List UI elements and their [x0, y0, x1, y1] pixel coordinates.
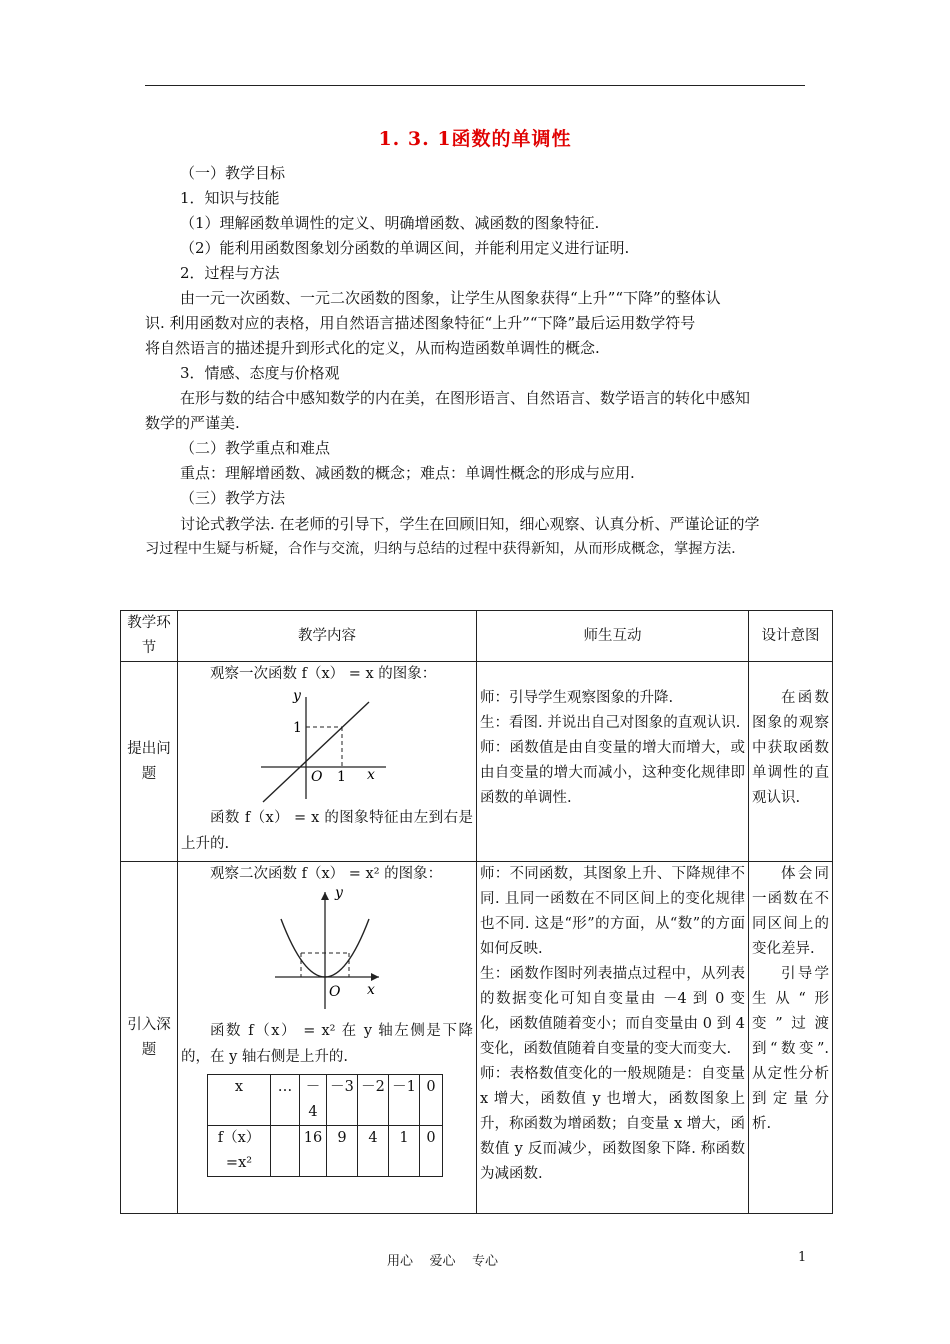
intent-cell-2 [749, 862, 833, 1214]
quadratic-intro-text: 观察二次函数 f（x） = x² 的图象： [210, 866, 443, 882]
linear-intro-text: 观察一次函数 f（x） = x 的图象： [210, 666, 437, 682]
interaction-cell-2 [477, 862, 749, 1214]
header-interaction: 师生互动 [477, 611, 749, 662]
header-intent: 设计意图 [749, 611, 833, 662]
interaction-1-teacher: 师：引导学生观察图象的升降. [480, 690, 674, 706]
lesson-table [120, 610, 833, 1214]
values-x-cell: … [271, 1075, 300, 1126]
page-number: 1 [798, 1250, 807, 1265]
x-axis-label: x [367, 767, 375, 783]
page-title: 1. 3. 1函数的单调性 [378, 128, 572, 150]
values-f-cell: 1 [389, 1126, 420, 1177]
process-line-3: 将自然语言的描述提升到形式化的定义，从而构造函数单调性的概念. [145, 339, 600, 357]
process-heading: 2．过程与方法 [180, 264, 280, 282]
values-table [207, 1074, 443, 1177]
knowledge-item-1: （1）理解函数单调性的定义、明确增函数、减函数的图象特征. [180, 214, 600, 232]
origin-label: O [329, 984, 341, 1000]
header-content: 教学内容 [178, 611, 477, 662]
values-f-cell: 0 [420, 1126, 443, 1177]
values-f-cell: 9 [327, 1126, 358, 1177]
knowledge-item-2: （2）能利用函数图象划分函数的单调区间，并能利用定义进行证明. [180, 239, 630, 257]
knowledge-heading: 1．知识与技能 [180, 189, 280, 207]
header-stage: 教学环节 [121, 611, 178, 662]
quadratic-function-graph [267, 887, 387, 1012]
interaction-2-teacher: 师：不同函数，其图象上升、下降规律不同. 且同一函数在不同区间上的变化规律也不同. 这是“形”的方面，从“数”的方面如何反映. [480, 866, 745, 957]
values-row-f [208, 1126, 443, 1177]
values-x-label: x [208, 1075, 271, 1126]
y-axis-label: y [335, 887, 343, 901]
values-x-cell: －2 [358, 1075, 389, 1126]
quadratic-conclusion: 函数 f（x） = x² 在 y 轴左侧是下降的，在 y 轴右侧是上升的. [181, 1023, 473, 1065]
keypoints-heading: （二）教学重点和难点 [180, 439, 331, 457]
values-f-cell [271, 1126, 300, 1177]
process-line-2: 识. 利用函数对应的表格，用自然语言描述图象特征“上升”“下降”最后运用数学符号 [145, 314, 696, 332]
emotion-heading: 3．情感、态度与价格观 [180, 364, 340, 382]
values-row-x [208, 1075, 443, 1126]
goals-heading: （一）教学目标 [180, 164, 286, 182]
values-f-cell: 16 [300, 1126, 327, 1177]
values-x-cell: －3 [327, 1075, 358, 1126]
interaction-1-teacher-2: 师：函数值是由自变量的增大而增大，或由自变量的增大而减小，这种变化规律即函数的单调性. [480, 740, 745, 806]
linear-conclusion: 函数 f（x） = x 的图象特征由左到右是上升的. [181, 810, 473, 852]
values-x-cell: －4 [300, 1075, 327, 1126]
x-axis-arrow [371, 973, 379, 981]
content-cell-2 [178, 862, 477, 1214]
table-header-row [121, 611, 833, 662]
emotion-line-2: 数学的严谨美. [145, 414, 240, 432]
x-tick-one: 1 [337, 769, 346, 785]
interaction-cell-1 [477, 662, 749, 862]
stage-cell-2: 引入深题 [121, 862, 178, 1214]
method-heading: （三）教学方法 [180, 489, 286, 507]
y-tick-one: 1 [293, 720, 302, 736]
linear-function-graph [241, 687, 421, 805]
stage-cell-1: 提出问题 [121, 662, 178, 862]
intent-cell-1: 在函数图象的观察中获取函数单调性的直观认识. [749, 662, 833, 862]
method-line-2: 习过程中生疑与析疑，合作与交流，归纳与总结的过程中获得新知，从而形成概念，掌握方法. [145, 541, 736, 557]
interaction-2-student: 生：函数作图时列表描点过程中，从列表的数据变化可知自变量由 －4 到 0 变化，函数值随着变小；而自变量由 0 到 4 变化，函数值随着自变量的变大而变大. [480, 966, 745, 1057]
process-line-1: 由一元一次函数、一元二次函数的图象，让学生从图象获得“上升”“下降”的整体认 [180, 289, 721, 307]
values-x-cell: －1 [389, 1075, 420, 1126]
header-rule [145, 85, 805, 86]
footer-motto: 用心 爱心 专心 [387, 1254, 499, 1269]
line-y-equals-x [263, 702, 369, 802]
intent-2-part-1: 体会同一函数在不同区间上的变化差异. [752, 866, 829, 957]
emotion-line-1: 在形与数的结合中感知数学的内在美，在图形语言、自然语言、数学语言的转化中感知 [180, 389, 751, 407]
values-x-cell: 0 [420, 1075, 443, 1126]
keypoints-text: 重点：理解增函数、减函数的概念；难点：单调性概念的形成与应用. [180, 464, 635, 482]
intent-2-part-2: 引导学生从“形变”过渡到“数变”. 从定性分析到定量分析. [752, 966, 829, 1132]
interaction-1-student: 生：看图. 并说出自己对图象的直观认识. [480, 715, 741, 731]
x-axis-label: x [367, 982, 375, 998]
table-row [121, 662, 833, 862]
content-cell-1 [178, 662, 477, 862]
interaction-2-teacher-2: 师：表格数值变化的一般规随是：自变量 x 增大，函数值 y 也增大，函数图象上升，称函数为增函数；自变量 x 增大，函数值 y 反而减少，函数图象下降. 称函数为减函数. [480, 1066, 745, 1182]
origin-label: O [311, 769, 323, 785]
method-line-1: 讨论式教学法. 在老师的引导下，学生在回顾旧知，细心观察、认真分析、严谨论证的学 [180, 515, 760, 533]
y-axis-label: y [293, 688, 301, 704]
values-f-cell: 4 [358, 1126, 389, 1177]
table-row [121, 862, 833, 1214]
y-axis-arrow [321, 892, 329, 900]
values-f-label: f（x）=x² [208, 1126, 271, 1177]
